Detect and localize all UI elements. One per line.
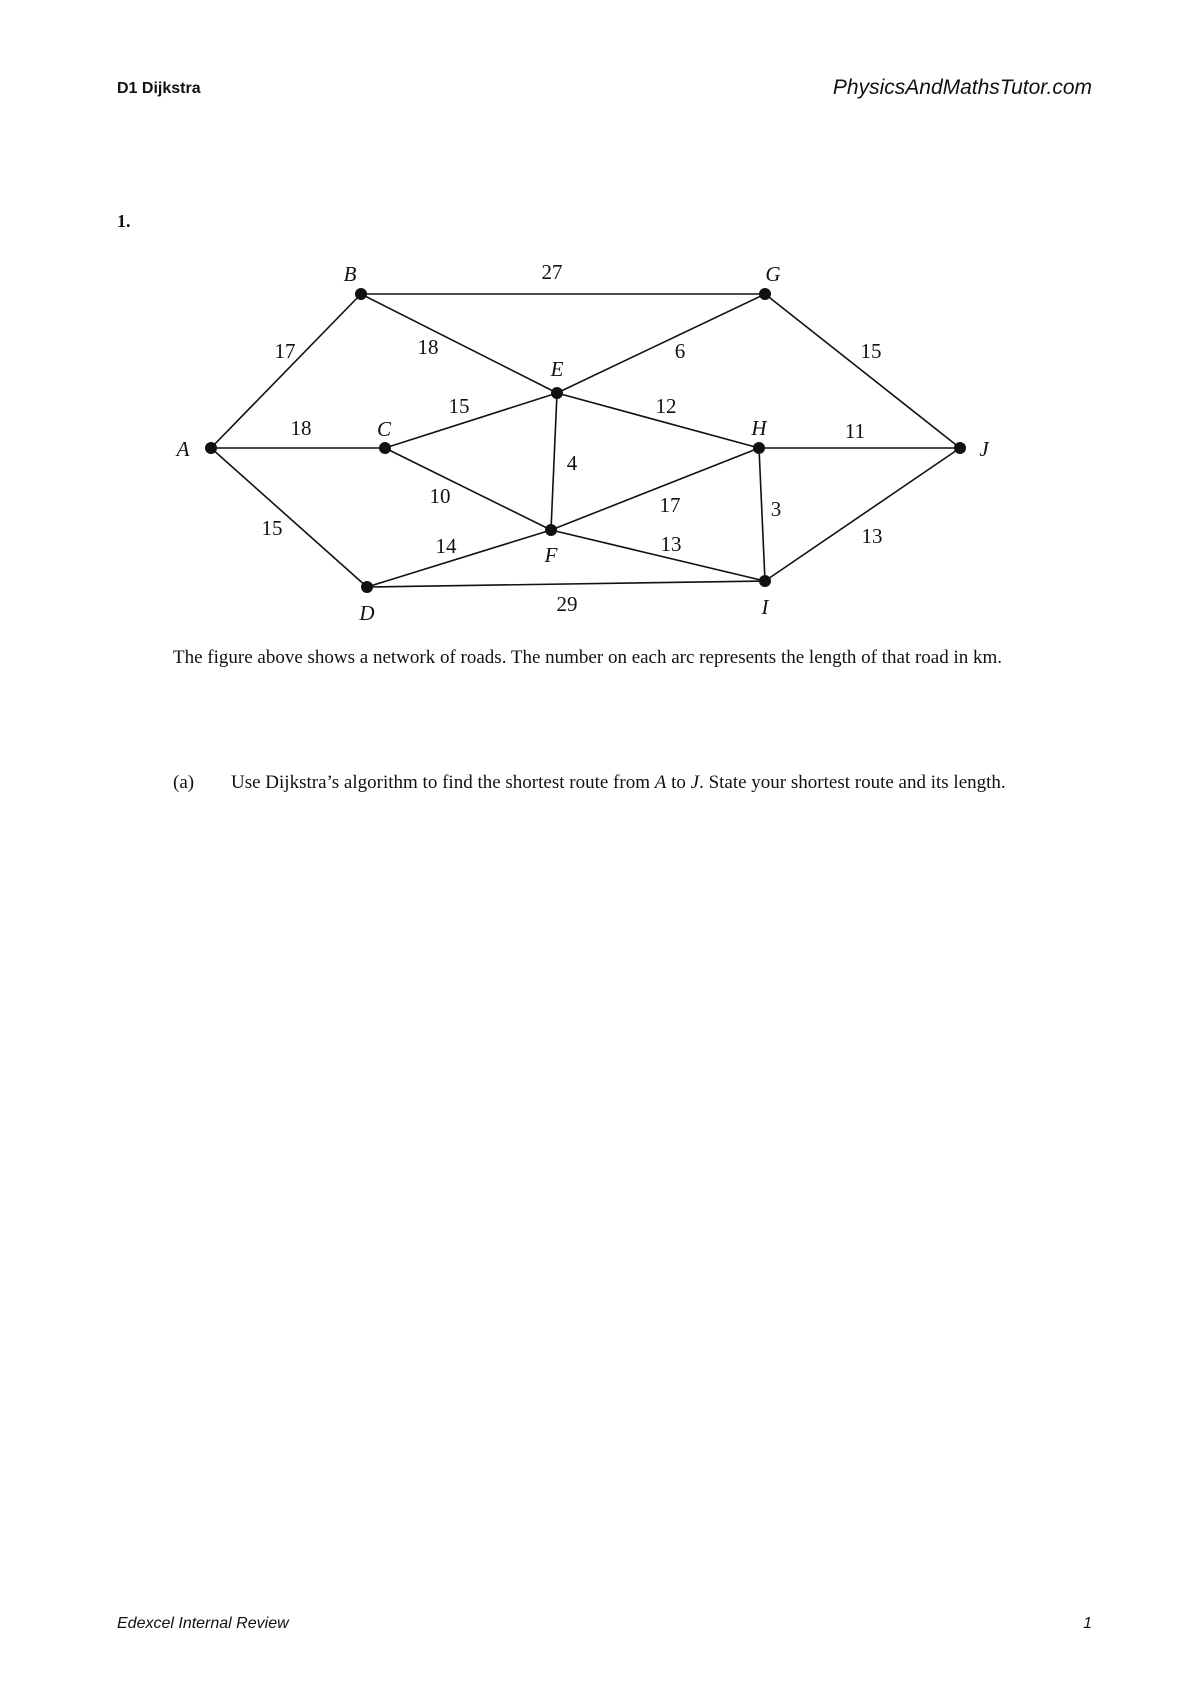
edge-c-e bbox=[385, 393, 557, 448]
node-b bbox=[355, 288, 367, 300]
edge-weight-b-g: 27 bbox=[541, 260, 563, 284]
node-d bbox=[361, 581, 373, 593]
edge-f-i bbox=[551, 530, 765, 581]
edge-c-f bbox=[385, 448, 551, 530]
edge-e-g bbox=[557, 294, 765, 393]
edge-weight-h-j: 11 bbox=[844, 419, 866, 443]
node-j bbox=[954, 442, 966, 454]
node-label-g: G bbox=[765, 262, 781, 286]
edge-a-d bbox=[211, 448, 367, 587]
edge-i-j bbox=[765, 448, 960, 581]
node-label-c: C bbox=[376, 417, 392, 441]
footer-source: Edexcel Internal Review bbox=[117, 1615, 289, 1632]
edge-weight-d-f: 14 bbox=[435, 534, 457, 558]
edge-h-i bbox=[759, 448, 765, 581]
part-text-mid: to bbox=[666, 772, 691, 793]
part-from-node: A bbox=[654, 772, 667, 793]
edge-weight-b-e: 18 bbox=[417, 335, 439, 359]
edge-a-b bbox=[211, 294, 361, 448]
node-label-h: H bbox=[751, 416, 767, 440]
edge-weight-g-j: 15 bbox=[860, 339, 882, 363]
node-f bbox=[545, 524, 557, 536]
header-site: PhysicsAndMathsTutor.com bbox=[832, 76, 1092, 99]
edge-b-e bbox=[361, 294, 557, 393]
node-e bbox=[551, 387, 563, 399]
part-text-before: Use Dijkstra’s algorithm to find the shortest route from bbox=[231, 772, 655, 793]
edge-weight-c-f: 10 bbox=[429, 484, 451, 508]
edge-weight-d-i: 29 bbox=[556, 592, 578, 616]
edge-weight-e-h: 12 bbox=[655, 394, 677, 418]
question-number: 1. bbox=[117, 211, 131, 231]
edge-weight-e-f: 4 bbox=[566, 451, 578, 475]
part-to-node: J bbox=[690, 772, 700, 793]
part-label: (a) bbox=[173, 772, 195, 793]
node-label-d: D bbox=[359, 601, 375, 625]
header-title: D1 Dijkstra bbox=[117, 80, 201, 97]
node-label-f: F bbox=[544, 543, 558, 567]
node-label-a: A bbox=[176, 437, 190, 461]
part-text bbox=[231, 770, 1031, 795]
edge-weight-f-h: 17 bbox=[659, 493, 681, 517]
edge-weight-a-d: 15 bbox=[261, 516, 283, 540]
node-i bbox=[759, 575, 771, 587]
edge-weight-a-b: 17 bbox=[274, 339, 296, 363]
edge-weight-a-c: 18 bbox=[290, 416, 312, 440]
edge-weight-c-e: 15 bbox=[448, 394, 470, 418]
edge-d-f bbox=[367, 530, 551, 587]
node-label-j: J bbox=[979, 437, 989, 461]
edge-f-h bbox=[551, 448, 759, 530]
road-network-diagram bbox=[0, 0, 1200, 640]
node-c bbox=[379, 442, 391, 454]
node-h bbox=[753, 442, 765, 454]
footer-page-number: 1 bbox=[1083, 1615, 1092, 1632]
node-g bbox=[759, 288, 771, 300]
question-description: The figure above shows a network of roads. The number on each arc represents the length of that road in km. bbox=[173, 647, 1003, 668]
edge-weight-e-g: 6 bbox=[674, 339, 686, 363]
edge-e-f bbox=[551, 393, 557, 530]
node-a bbox=[205, 442, 217, 454]
node-label-e: E bbox=[550, 357, 564, 381]
edge-weight-f-i: 13 bbox=[660, 532, 682, 556]
node-label-b: B bbox=[343, 262, 357, 286]
edge-weight-i-j: 13 bbox=[861, 524, 883, 548]
part-text-after: . State your shortest route and its length. bbox=[699, 772, 1006, 793]
edge-weight-h-i: 3 bbox=[770, 497, 782, 521]
edge-d-i bbox=[367, 581, 765, 587]
node-label-i: I bbox=[761, 595, 769, 619]
